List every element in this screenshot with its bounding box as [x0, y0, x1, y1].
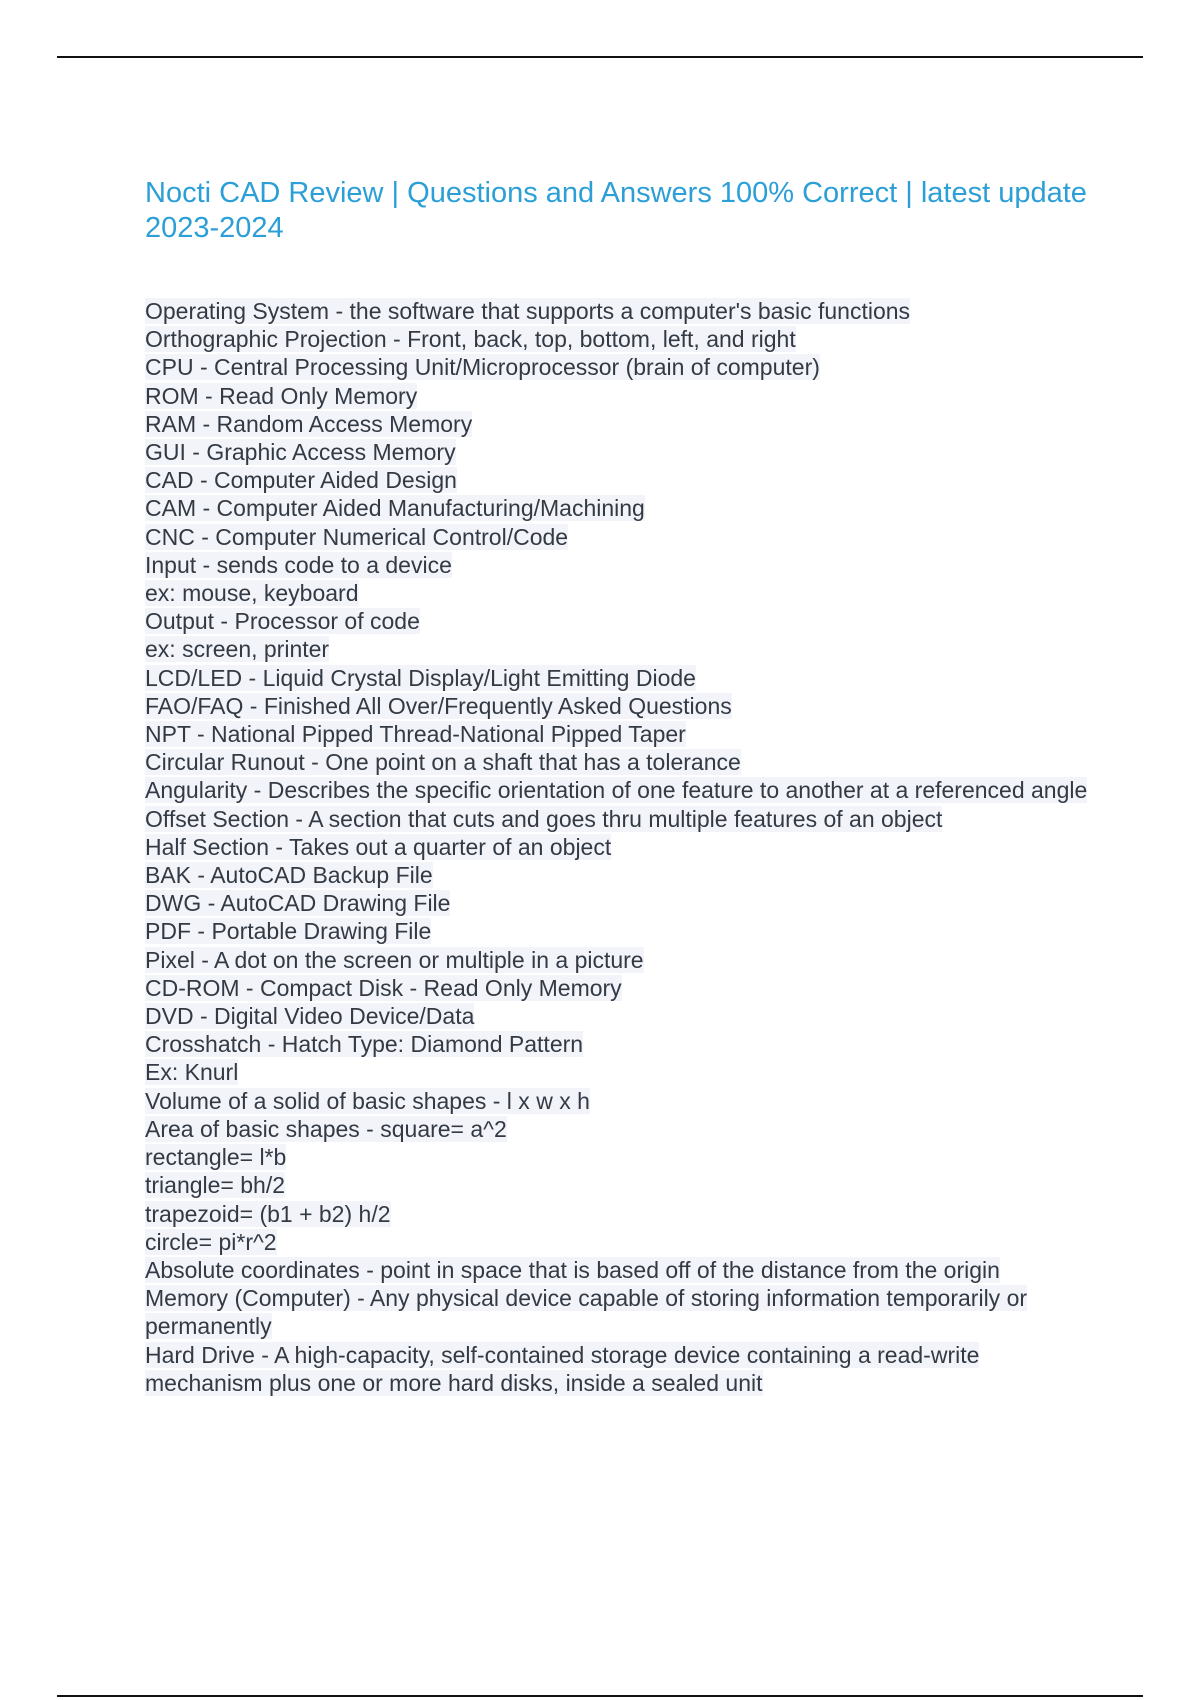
top-divider [57, 56, 1143, 58]
list-item [145, 579, 1095, 607]
term-line: Pixel - A dot on the screen or multiple in a picture [145, 946, 644, 973]
list-item [145, 1284, 1095, 1340]
list-item [145, 466, 1095, 494]
term-line: Operating System - the software that supports a computer's basic functions [145, 298, 911, 324]
list-item [145, 635, 1095, 663]
term-line: rectangle= l*b [145, 1144, 287, 1171]
term-line: RAM - Random Access Memory [145, 410, 473, 437]
list-item [145, 607, 1095, 635]
list-item [145, 523, 1095, 551]
term-line: LCD/LED - Liquid Crystal Display/Light Emitting Diode [145, 664, 696, 691]
list-item [145, 382, 1095, 410]
list-item [145, 410, 1095, 438]
list-item [145, 805, 1095, 833]
term-line: Ex: Knurl [145, 1059, 239, 1086]
list-item [145, 1058, 1095, 1086]
list-item [145, 692, 1095, 720]
term-line: CNC - Computer Numerical Control/Code [145, 523, 569, 550]
term-line: CAD - Computer Aided Design [145, 467, 457, 494]
list-item [145, 353, 1095, 381]
term-line: ex: mouse, keyboard [145, 580, 359, 607]
term-line: BAK - AutoCAD Backup File [145, 862, 433, 889]
term-line: PDF - Portable Drawing File [145, 918, 432, 945]
list-item [145, 720, 1095, 748]
bottom-divider [57, 1695, 1143, 1697]
term-line: Half Section - Takes out a quarter of an object [145, 833, 612, 860]
term-line: ex: screen, printer [145, 636, 330, 663]
list-item [145, 974, 1095, 1002]
term-line: Area of basic shapes - square= a^2 [145, 1115, 507, 1142]
term-line: Input - sends code to a device [145, 551, 452, 578]
term-line: DWG - AutoCAD Drawing File [145, 890, 451, 917]
term-line: triangle= bh/2 [145, 1172, 286, 1199]
list-item [145, 494, 1095, 522]
list-item [145, 776, 1095, 804]
term-line: CD-ROM - Compact Disk - Read Only Memory [145, 974, 622, 1001]
list-item [145, 1341, 1095, 1397]
list-item [145, 438, 1095, 466]
list-item [145, 833, 1095, 861]
list-item [145, 946, 1095, 974]
term-line: CAM - Computer Aided Manufacturing/Machining [145, 495, 645, 522]
term-line: Angularity - Describes the specific orientation of one feature to another at a referenced angle [145, 777, 1088, 804]
term-line: Memory (Computer) - Any physical device capable of storing information temporarily or permanently [145, 1285, 1028, 1340]
term-line: circle= pi*r^2 [145, 1228, 277, 1255]
list-item [145, 1087, 1095, 1115]
list-item [145, 1030, 1095, 1058]
list-item [145, 917, 1095, 945]
term-line: trapezoid= (b1 + b2) h/2 [145, 1200, 391, 1227]
term-line: FAO/FAQ - Finished All Over/Frequently Asked Questions [145, 692, 732, 719]
list-item [145, 551, 1095, 579]
term-line: Circular Runout - One point on a shaft that has a tolerance [145, 749, 741, 776]
flashcard-list [145, 297, 1095, 1397]
list-item [145, 1228, 1095, 1256]
term-line: Offset Section - A section that cuts and goes thru multiple features of an object [145, 805, 943, 832]
list-item [145, 297, 1095, 325]
term-line: Volume of a solid of basic shapes - l x w x h [145, 1087, 590, 1114]
term-line: Absolute coordinates - point in space that is based off of the distance from the origin [145, 1256, 1000, 1283]
term-line: DVD - Digital Video Device/Data [145, 1003, 475, 1030]
term-line: NPT - National Pipped Thread-National Pipped Taper [145, 721, 686, 748]
list-item [145, 1143, 1095, 1171]
list-item [145, 889, 1095, 917]
term-line: ROM - Read Only Memory [145, 382, 418, 409]
term-line: Orthographic Projection - Front, back, top, bottom, left, and right [145, 326, 796, 353]
term-line: CPU - Central Processing Unit/Microprocessor (brain of computer) [145, 354, 820, 381]
list-item [145, 1200, 1095, 1228]
term-line: Hard Drive - A high-capacity, self-contained storage device containing a read-write mechanism plus one or more hard disks, inside a sealed unit [145, 1341, 980, 1396]
list-item [145, 1171, 1095, 1199]
term-line: GUI - Graphic Access Memory [145, 439, 456, 466]
document-title: Nocti CAD Review | Questions and Answers 100% Correct | latest update 2023-2024 [145, 177, 1087, 244]
list-item [145, 325, 1095, 353]
list-item [145, 664, 1095, 692]
list-item [145, 1002, 1095, 1030]
term-line: Output - Processor of code [145, 608, 420, 635]
list-item [145, 748, 1095, 776]
list-item [145, 1115, 1095, 1143]
list-item [145, 1256, 1095, 1284]
term-line: Crosshatch - Hatch Type: Diamond Pattern [145, 1031, 584, 1058]
list-item [145, 861, 1095, 889]
